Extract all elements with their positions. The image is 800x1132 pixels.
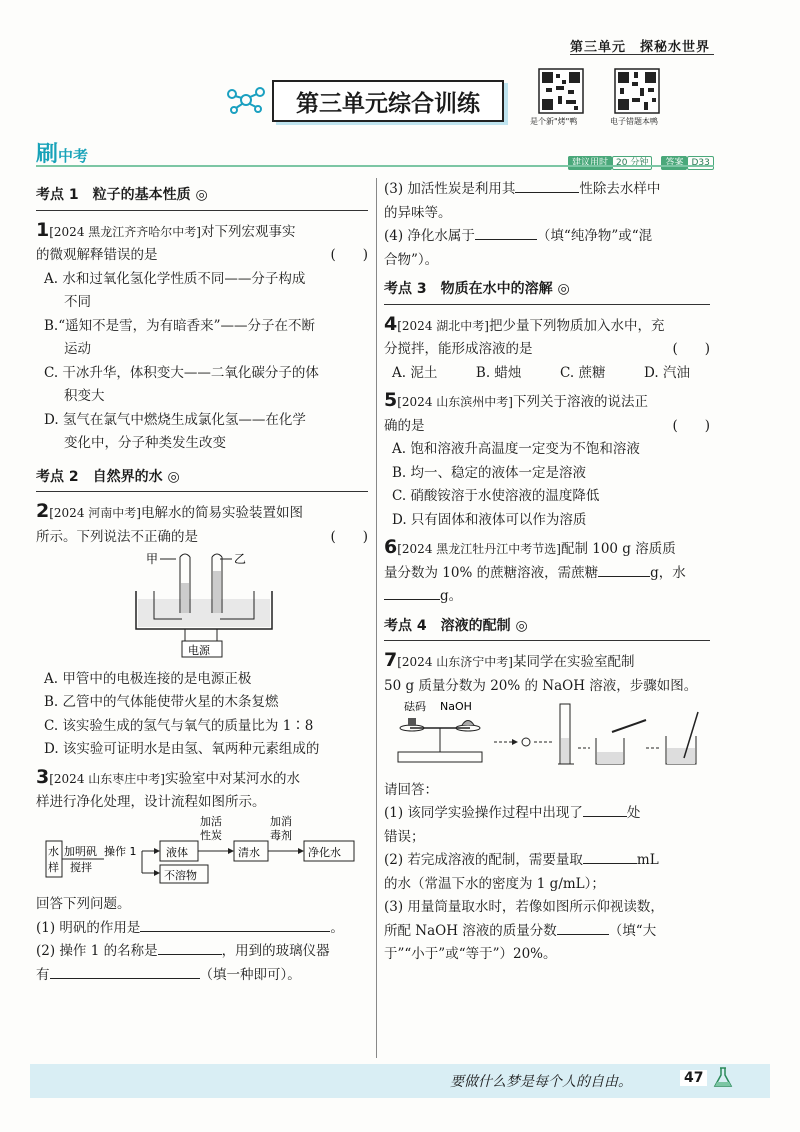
subquestion-3: (3) 用量筒量取水时，若像如图所示仰视读数，	[384, 899, 664, 915]
question-number: 1	[36, 218, 50, 241]
flow-disinfect: 加消	[270, 814, 292, 828]
answer-blank[interactable]	[140, 931, 330, 932]
question-1	[36, 219, 368, 456]
flow-water: 样	[48, 860, 59, 874]
kaodian-4: 考点 4 溶液的配制 ◎	[384, 615, 710, 642]
option-a-cont: 不同	[64, 294, 91, 310]
qr-icon	[538, 68, 584, 114]
qr-caption-1: 是个新"烤"鸭	[530, 117, 578, 126]
question-stem: g，水	[650, 564, 686, 581]
subquestion-3-cont: 的异味等。	[384, 204, 452, 221]
question-stem: 某同学在实验室配制	[512, 654, 635, 670]
subquestion-3: (3) 加活性炭是利用其	[384, 181, 516, 197]
unit-header	[570, 36, 710, 55]
answer-prompt: 回答下列问题。	[36, 896, 131, 912]
molecule-icon	[226, 86, 266, 114]
question-source: [2024 湖北中考]	[397, 318, 489, 333]
answer-blank[interactable]	[583, 863, 637, 864]
flow-liquid: 液体	[166, 845, 188, 859]
kaodian-2: 考点 2 自然界的水 ◎	[36, 466, 368, 493]
option-d: D. 汽油	[644, 364, 690, 381]
option-d: D. 该实验可证明水是由氢、氧两种元素组成的	[44, 741, 320, 757]
question-stem: 的微观解释错误的是	[36, 247, 158, 263]
time-label: 建议用时	[568, 156, 612, 170]
option-b-cont: 运动	[64, 341, 91, 357]
answer-blank[interactable]	[583, 816, 627, 817]
answer-page: D33	[687, 156, 713, 170]
question-source: [2024 山东枣庄中考]	[49, 771, 165, 786]
left-column	[36, 178, 368, 987]
option-b: B. 蜡烛	[475, 364, 522, 381]
question-number: 5	[384, 389, 398, 411]
question-stem: g。	[440, 588, 463, 604]
flow-op1: 操作 1	[104, 844, 137, 858]
option-a: A. 水和过氧化氢化学性质不同——分子构成	[44, 270, 306, 287]
purification-flowchart	[36, 815, 368, 885]
label-naoh: NaOH	[440, 700, 472, 713]
answer-prompt: 请回答：	[384, 781, 438, 798]
unit-label: 第三单元	[569, 40, 626, 55]
subquestion-2: (2) 操作 1 的名称是	[36, 943, 158, 959]
question-number: 6	[384, 536, 398, 558]
target-icon: ◎	[195, 187, 208, 203]
subquestion-3-cont: （填“大	[608, 922, 657, 939]
label-yi: 乙	[234, 552, 247, 566]
qr-icon	[614, 68, 660, 114]
answer-paren: ( )	[330, 528, 368, 545]
label-jia: 甲	[146, 552, 159, 566]
electrolysis-figure	[36, 549, 368, 659]
question-2	[36, 500, 368, 762]
solution-prep-figure	[384, 698, 710, 770]
answer-blank[interactable]	[50, 978, 200, 979]
question-stem: 50 g 质量分数为 20% 的 NaOH 溶液，步骤如图。	[384, 677, 698, 694]
time-value: 20 分钟	[612, 156, 652, 170]
question-7	[384, 649, 710, 967]
option-c: C. 干冰升华，体积变大——二氧化碳分子的体	[44, 364, 319, 381]
question-stem: 所示。下列说法不正确的是	[36, 528, 198, 545]
question-number: 3	[36, 765, 50, 788]
answer-label: 答案	[661, 156, 687, 170]
question-number: 4	[384, 312, 398, 335]
answer-paren: ( )	[672, 341, 710, 357]
subquestion-4-cont: （填“纯净物”或“混	[536, 228, 653, 244]
punct: 。	[330, 919, 344, 936]
header-rule	[570, 54, 714, 55]
question-source: [2024 山东济宁中考]	[397, 655, 513, 669]
question-source: [2024 黑龙江齐齐哈尔中考]	[49, 224, 201, 239]
answer-paren: ( )	[672, 417, 710, 434]
question-stem: 分搅拌，能形成溶液的是	[384, 341, 533, 357]
question-stem: 确的是	[384, 417, 425, 434]
option-d: D. 氢气在氯气中燃烧生成氯化氢——在化学	[44, 411, 306, 428]
subquestion-1: (1) 该同学实验操作过程中出现了	[384, 805, 583, 821]
page-number: 47	[680, 1070, 707, 1086]
subquestion-2-cont: 的水（常温下水的密度为 1 g/mL）；	[384, 875, 605, 892]
subquestion-3-cont: 性除去水样中	[579, 181, 661, 197]
option-d: D. 只有固体和液体可以作为溶质	[392, 511, 587, 528]
question-stem: 把少量下列物质加入水中，充	[488, 317, 665, 334]
section-rule	[36, 165, 714, 167]
qr-code-2[interactable]	[614, 68, 660, 118]
flask-icon	[712, 1066, 734, 1088]
target-icon: ◎	[557, 281, 570, 297]
option-c: C. 硝酸铵溶于水使溶液的温度降低	[392, 488, 600, 504]
option-b: B.“遥知不是雪，为有暗香来”——分子在不断	[44, 317, 316, 334]
question-stem: 配制 100 g 溶质质	[560, 541, 676, 557]
footer-bar	[30, 1064, 770, 1098]
qr-code-1[interactable]	[538, 68, 584, 118]
flow-pure: 净化水	[308, 845, 341, 859]
question-stem: 对下列宏观事实	[200, 223, 296, 240]
brand-small: 中考	[58, 147, 89, 165]
subquestion-4-cont: 合物”）。	[384, 251, 439, 268]
footer-motto: 要做什么梦是每个人的自由。	[450, 1074, 632, 1090]
option-b: B. 乙管中的气体能使带火星的木条复燃	[44, 694, 279, 710]
flow-stir: 搅拌	[70, 860, 92, 874]
flow-alum: 加明矾	[64, 844, 97, 858]
subquestion-3-cont: 于”“小于”或“等于”）20%。	[384, 946, 557, 962]
question-stem: 量分数为 10% 的蔗糖溶液，需蔗糖	[384, 564, 599, 581]
right-column	[384, 178, 710, 967]
question-number: 7	[384, 649, 398, 671]
option-c-cont: 积变大	[64, 388, 105, 404]
answer-paren: ( )	[330, 247, 368, 263]
qr-caption-2: 电子错题本鸭	[610, 117, 658, 126]
subquestion-2-cont: mL	[636, 852, 659, 868]
flow-carbon: 加活	[200, 814, 222, 828]
subquestion-2: (2) 若完成溶液的配制，需要量取	[384, 852, 583, 868]
question-source: [2024 黑龙江牡丹江中考节选]	[397, 542, 561, 556]
question-6	[384, 536, 710, 609]
label-power: 电源	[188, 644, 210, 657]
question-5	[384, 389, 710, 532]
unit-title: 探秘水世界	[639, 40, 710, 55]
flow-clear: 清水	[238, 845, 260, 859]
flow-water: 水	[48, 844, 59, 858]
subquestion-2-cont: （填一种即可）。	[199, 966, 301, 983]
question-stem: 电解水的简易实验装置如图	[140, 505, 303, 521]
option-a: A. 饱和溶液升高温度一定变为不饱和溶液	[392, 441, 640, 457]
column-divider	[376, 178, 377, 1058]
answer-blank[interactable]	[515, 192, 579, 193]
option-d-cont: 变化中，分子种类发生改变	[64, 435, 226, 451]
option-a: A. 甲管中的电极连接的是电源正极	[44, 670, 252, 687]
option-b: B. 均一、稳定的液体一定是溶液	[392, 464, 587, 481]
flow-disinfect: 毒剂	[270, 828, 292, 842]
option-a: A. 泥土	[392, 364, 438, 381]
label-weight: 砝码	[404, 700, 426, 713]
answer-blank[interactable]	[158, 954, 222, 955]
answer-blank[interactable]	[475, 239, 537, 240]
kaodian-1: 考点 1 粒子的基本性质 ◎	[36, 184, 368, 211]
section-brand	[36, 137, 88, 168]
flow-insoluble: 不溶物	[164, 868, 197, 882]
subquestion-1: (1) 明矾的作用是	[36, 919, 141, 936]
option-c: C. 蔗糖	[560, 364, 606, 381]
question-source: [2024 河南中考]	[49, 506, 141, 520]
question-3	[36, 766, 368, 988]
target-icon: ◎	[167, 468, 180, 485]
question-number: 2	[36, 500, 50, 522]
subquestion-2-cont: ，用到的玻璃仪器	[221, 943, 330, 959]
answer-blank[interactable]	[598, 576, 650, 577]
subquestion-4: (4) 净化水属于	[384, 228, 475, 244]
target-icon: ◎	[515, 617, 528, 634]
brand-char: 刷	[36, 142, 59, 167]
question-stem: 实验室中对某河水的水	[164, 770, 300, 787]
question-stem: 样进行净化处理，设计流程如图所示。	[36, 794, 266, 810]
subquestion-3-cont: 所配 NaOH 溶液的质量分数	[384, 922, 557, 939]
option-c: C. 该实验生成的氢气与氧气的质量比为 1∶8	[44, 717, 314, 734]
question-source: [2024 山东滨州中考]	[397, 395, 513, 409]
answer-blank[interactable]	[384, 599, 440, 600]
answer-blank[interactable]	[557, 934, 609, 935]
question-4	[384, 313, 710, 386]
subquestion-1-cont: 处	[626, 805, 641, 821]
subquestion-2-cont: 有	[36, 966, 50, 983]
page-title: 第三单元综合训练	[272, 80, 504, 122]
subquestion-1-cont: 错误；	[384, 828, 425, 845]
kaodian-3: 考点 3 物质在水中的溶解 ◎	[384, 278, 710, 305]
flow-carbon: 性炭	[200, 828, 222, 842]
question-stem: 下列关于溶液的说法正	[512, 394, 648, 410]
